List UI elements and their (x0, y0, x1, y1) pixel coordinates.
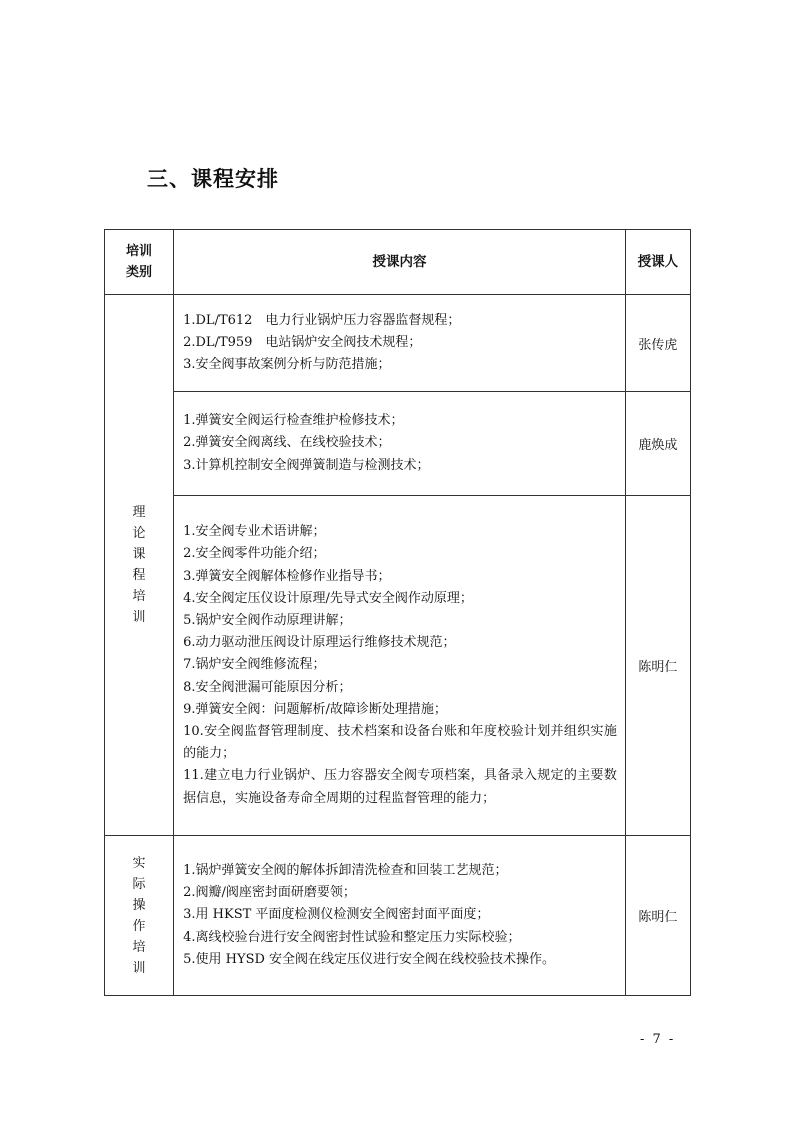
list-item: 2.弹簧安全阀离线、在线校验技术； (183, 435, 391, 451)
teacher-cell: 陈明仁 (625, 836, 690, 996)
list-item: 8.安全阀泄漏可能原因分析； (183, 679, 352, 695)
content-cell (174, 836, 626, 996)
list-item: 5.锅炉安全阀作动原理讲解； (183, 612, 352, 628)
header-category: 培训类别 (105, 230, 174, 295)
list-item: 3.用 HKST 平面度检测仪检测安全阀密封面平面度； (183, 907, 490, 923)
list-item: 2.阀瓣/阀座密封面研磨要领； (183, 885, 356, 901)
content-cell (174, 392, 626, 496)
page-number: - 7 - (640, 1032, 676, 1047)
list-item: 3.安全阀事故案例分析与防范措施； (183, 357, 391, 373)
table-row (105, 392, 691, 496)
list-item: 1.DL/T612 电力行业锅炉压力容器监督规程； (183, 312, 461, 328)
list-item: 3.弹簧安全阀解体检修作业指导书； (183, 568, 391, 584)
content-cell (174, 295, 626, 392)
list-item: 11.建立电力行业锅炉、压力容器安全阀专项档案，具备录入规定的主要数据信息，实施设备寿命全周期的过程监督管理的能力； (183, 768, 617, 806)
list-item: 1.弹簧安全阀运行检查维护检修技术； (183, 413, 404, 429)
list-item: 1.锅炉弹簧安全阀的解体拆卸清洗检查和回装工艺规范； (183, 862, 508, 878)
teacher-cell: 张传虎 (625, 295, 690, 392)
category-practice: 实际操作培训 (105, 836, 174, 996)
list-item: 1.安全阀专业术语讲解； (183, 524, 326, 540)
list-item: 3.计算机控制安全阀弹簧制造与检测技术； (183, 457, 430, 473)
category-theory: 理论课程培训 (105, 295, 174, 836)
teacher-cell: 鹿焕成 (625, 392, 690, 496)
list-item: 2.DL/T959 电站锅炉安全阀技术规程； (183, 334, 422, 350)
list-item: 4.安全阀定压仪设计原理/先导式安全阀作动原理； (183, 590, 473, 606)
list-item: 9.弹簧安全阀：问题解析/故障诊断处理措施； (183, 701, 447, 717)
header-teacher: 授课人 (625, 230, 690, 295)
list-item: 5.使用 HYSD 安全阀在线定压仪进行安全阀在线校验技术操作。 (183, 951, 556, 967)
teacher-cell: 陈明仁 (625, 496, 690, 836)
course-schedule-table (104, 229, 691, 996)
list-item: 4.离线校验台进行安全阀密封性试验和整定压力实际校验； (183, 929, 521, 945)
table-row (105, 836, 691, 996)
list-item: 7.锅炉安全阀维修流程； (183, 657, 326, 673)
header-content: 授课内容 (174, 230, 626, 295)
content-cell (174, 496, 626, 836)
list-item: 6.动力驱动泄压阀设计原理运行维修技术规范； (183, 635, 456, 651)
table-row (105, 496, 691, 836)
list-item: 2.安全阀零件功能介绍； (183, 546, 326, 562)
section-heading: 三、课程安排 (147, 167, 279, 191)
table-row (105, 295, 691, 392)
table-header-row (105, 230, 691, 295)
list-item: 10.安全阀监督管理制度、技术档案和设备台账和年度校验计划并组织实施的能力； (183, 724, 617, 762)
